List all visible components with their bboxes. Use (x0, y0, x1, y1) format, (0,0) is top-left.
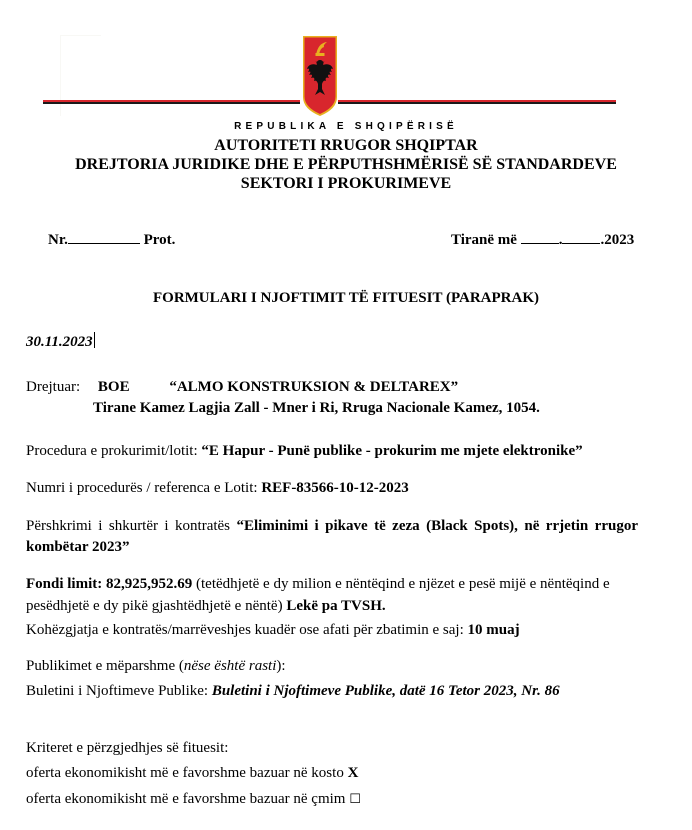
criteria-option-text: oferta ekonomikisht më e favorshme bazuar në çmim (26, 791, 350, 807)
reference-label: Numri i procedurës / referenca e Lotit: (26, 480, 262, 496)
addressee-type: BOE (97, 379, 130, 395)
header-rule-left (43, 100, 300, 104)
prot-label: Prot. (143, 232, 176, 248)
year-label: .2023 (600, 232, 635, 248)
fund-amount: 82,925,952.69 (106, 576, 193, 592)
fund-paragraph (26, 573, 666, 617)
fund-currency: Lekë pa TVSH. (286, 598, 386, 614)
previous-publications-label: Publikimet e mëparshme ( (26, 658, 184, 674)
text-cursor (94, 332, 95, 348)
previous-publications-line (26, 656, 286, 676)
document-date[interactable] (26, 332, 95, 351)
bulletin-line (26, 681, 560, 701)
protocol-number-field (48, 230, 175, 249)
document-title: FORMULARI I NJOFTIMIT TË FITUESIT (PARAPRAK) (152, 290, 539, 306)
description-label: Përshkrimi i shkurtër i kontratës (26, 518, 237, 534)
criteria-option-price (26, 789, 361, 810)
fund-label: Fondi limit: (26, 576, 107, 592)
republic-heading: REPUBLIKA E SHQIPËRISË (234, 121, 458, 132)
sector-heading: SEKTORI I PROKURIMEVE (240, 175, 452, 192)
bulletin-value: Buletini i Njoftimeve Publike, datë 16 Tetor 2023, Nr. 86 (211, 683, 560, 699)
criteria-selected-mark: X (347, 765, 359, 781)
reference-value: REF-83566-10-12-2023 (261, 480, 409, 496)
procedure-line (26, 441, 583, 461)
nr-blank (68, 230, 140, 244)
duration-value: 10 muaj (467, 622, 520, 638)
header-rule-right (338, 100, 616, 104)
description-paragraph (26, 516, 638, 558)
month-blank (562, 230, 600, 244)
reference-line (26, 478, 409, 498)
day-blank (521, 230, 559, 244)
date-separator: . (558, 232, 563, 248)
addressee-label: Drejtuar: (26, 379, 81, 395)
fund-words: (tetëdhjetë e dy milion e nëntëqind e njëzet e pesë mijë e nëntëqind e pesëdhjetë e dy pikë gjashtëdhjetë e nëntë) (26, 576, 610, 614)
directorate-heading: DREJTORIA JURIDIKE DHE E PËRPUTHSHMËRISË SË STANDARDEVE (75, 156, 617, 173)
procedure-label: Procedura e prokurimit/lotit: (26, 443, 202, 459)
addressee-name: “ALMO KONSTRUKSION & DELTAREX” (169, 379, 459, 395)
bulletin-label: Buletini i Njoftimeve Publike: (26, 683, 212, 699)
duration-label: Kohëzgjatja e kontratës/marrëveshjes kuadër ose afati për zbatimin e saj: (26, 622, 468, 638)
date-text: 30.11.2023 (26, 334, 93, 350)
duration-line (26, 620, 520, 640)
addressee-line (26, 377, 458, 397)
addressee-address: Tirane Kamez Lagjia Zall - Mner i Ri, Rruga Nacionale Kamez, 1054. (93, 400, 540, 416)
criteria-label: Kriteret e përzgjedhjes së fituesit: (26, 740, 229, 756)
place-date-field (451, 230, 634, 249)
checkbox-empty-icon: ☐ (349, 792, 361, 807)
nr-label: Nr. (48, 232, 68, 248)
criteria-option-cost (26, 763, 358, 783)
criteria-option-text: oferta ekonomikisht më e favorshme bazuar në kosto (26, 765, 348, 781)
description-value: “Eliminimi i pikave të zeza (Black Spots), në rrjetin rrugor kombëtar 2023” (26, 518, 638, 555)
procedure-value: “E Hapur - Punë publike - prokurim me mjete elektronike” (201, 443, 583, 459)
authority-heading: AUTORITETI RRUGOR SHQIPTAR (214, 137, 478, 154)
albanian-coat-of-arms-icon (302, 35, 338, 117)
place-label: Tiranë më (451, 232, 517, 248)
previous-publications-suffix: ): (276, 658, 286, 674)
previous-publications-note: nëse është rasti (183, 658, 277, 674)
